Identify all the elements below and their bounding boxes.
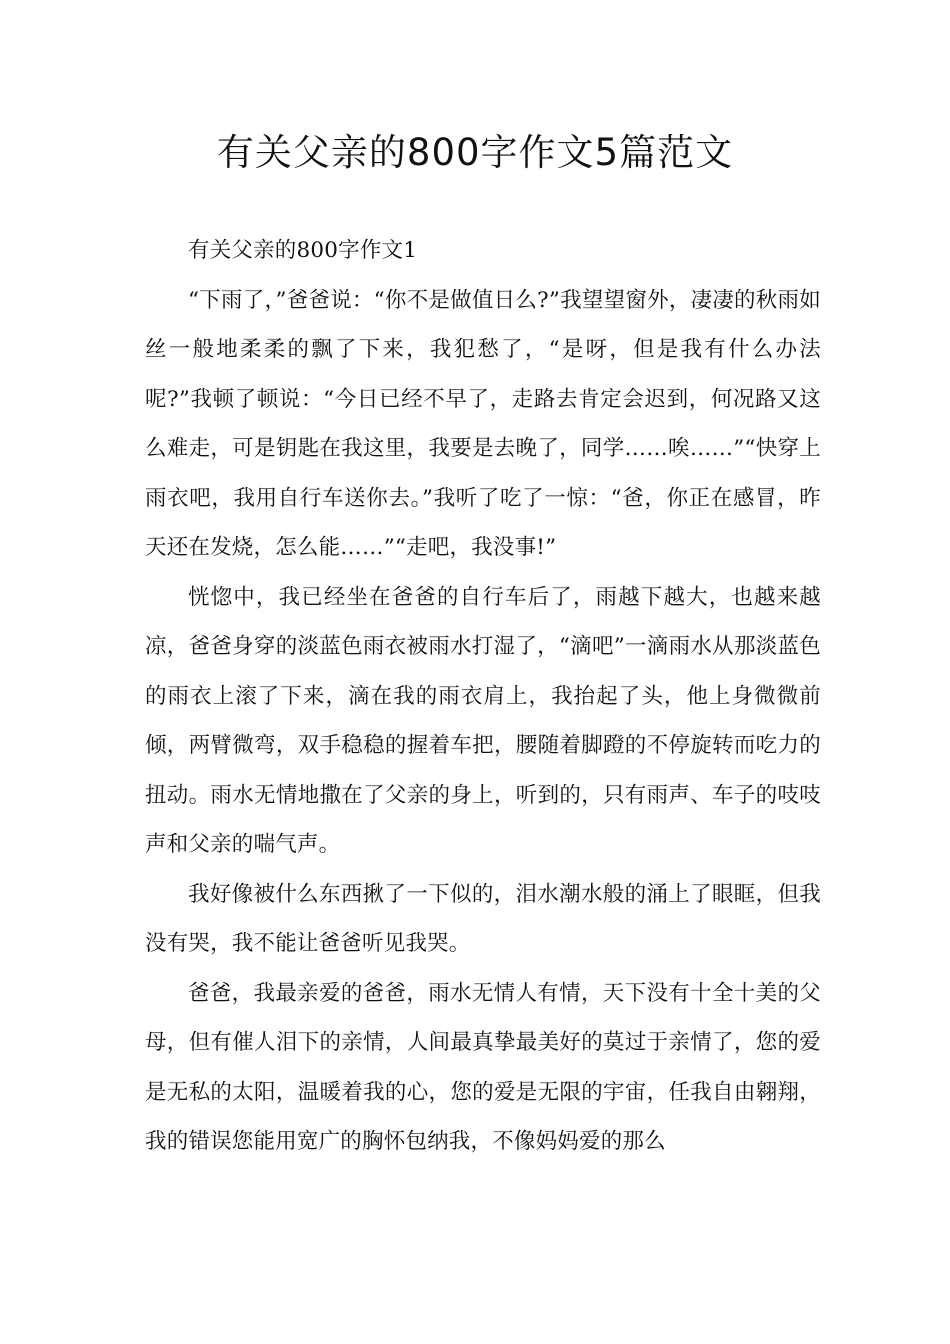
document-title: 有关父亲的800字作文5篇范文 [216,131,734,174]
document-body [145,226,821,1167]
paragraph-4: 爸爸，我最亲爱的爸爸，雨水无情人有情，天下没有十全十美的父母，但有催人泪下的亲情，人间最真挚最美好的莫过于亲情了，您的爱是无私的太阳，温暖着我的心，您的爱是无限的宇宙，任我自由翱翔，我的错误您能用宽广的胸怀包纳我，不像妈妈爱的那么 [145,980,821,1154]
paragraph-2: 恍惚中，我已经坐在爸爸的自行车后了，雨越下越大，也越来越凉，爸爸身穿的淡蓝色雨衣被雨水打湿了，“滴吧”一滴雨水从那淡蓝色的雨衣上滚了下来，滴在我的雨衣肩上，我抬起了头，他上身微微前倾，两臂微弯，双手稳稳的握着车把，腰随着脚蹬的不停旋转而吃力的扭动。雨水无情地撒在了父亲的身上，听到的，只有雨声、车子的吱吱声和父亲的喘气声。 [145,584,821,857]
paragraph-1: “下雨了，”爸爸说：“你不是做值日么?”我望望窗外，凄凄的秋雨如丝一般地柔柔的飘了下来，我犯愁了，“是呀，但是我有什么办法呢?”我顿了顿说：“今日已经不早了，走路去肯定会迟到，何况路又这么难走，可是钥匙在我这里，我要是去晚了，同学……唉……”“快穿上雨衣吧，我用自行车送你去。”我听了吃了一惊：“爸，你正在感冒，昨天还在发烧，怎么能……”“走吧，我没事!” [145,287,821,560]
essay-subtitle: 有关父亲的800字作文1 [188,238,418,263]
paragraph-3: 我好像被什么东西揪了一下似的，泪水潮水般的涌上了眼眶，但我没有哭，我不能让爸爸听见我哭。 [145,881,821,956]
